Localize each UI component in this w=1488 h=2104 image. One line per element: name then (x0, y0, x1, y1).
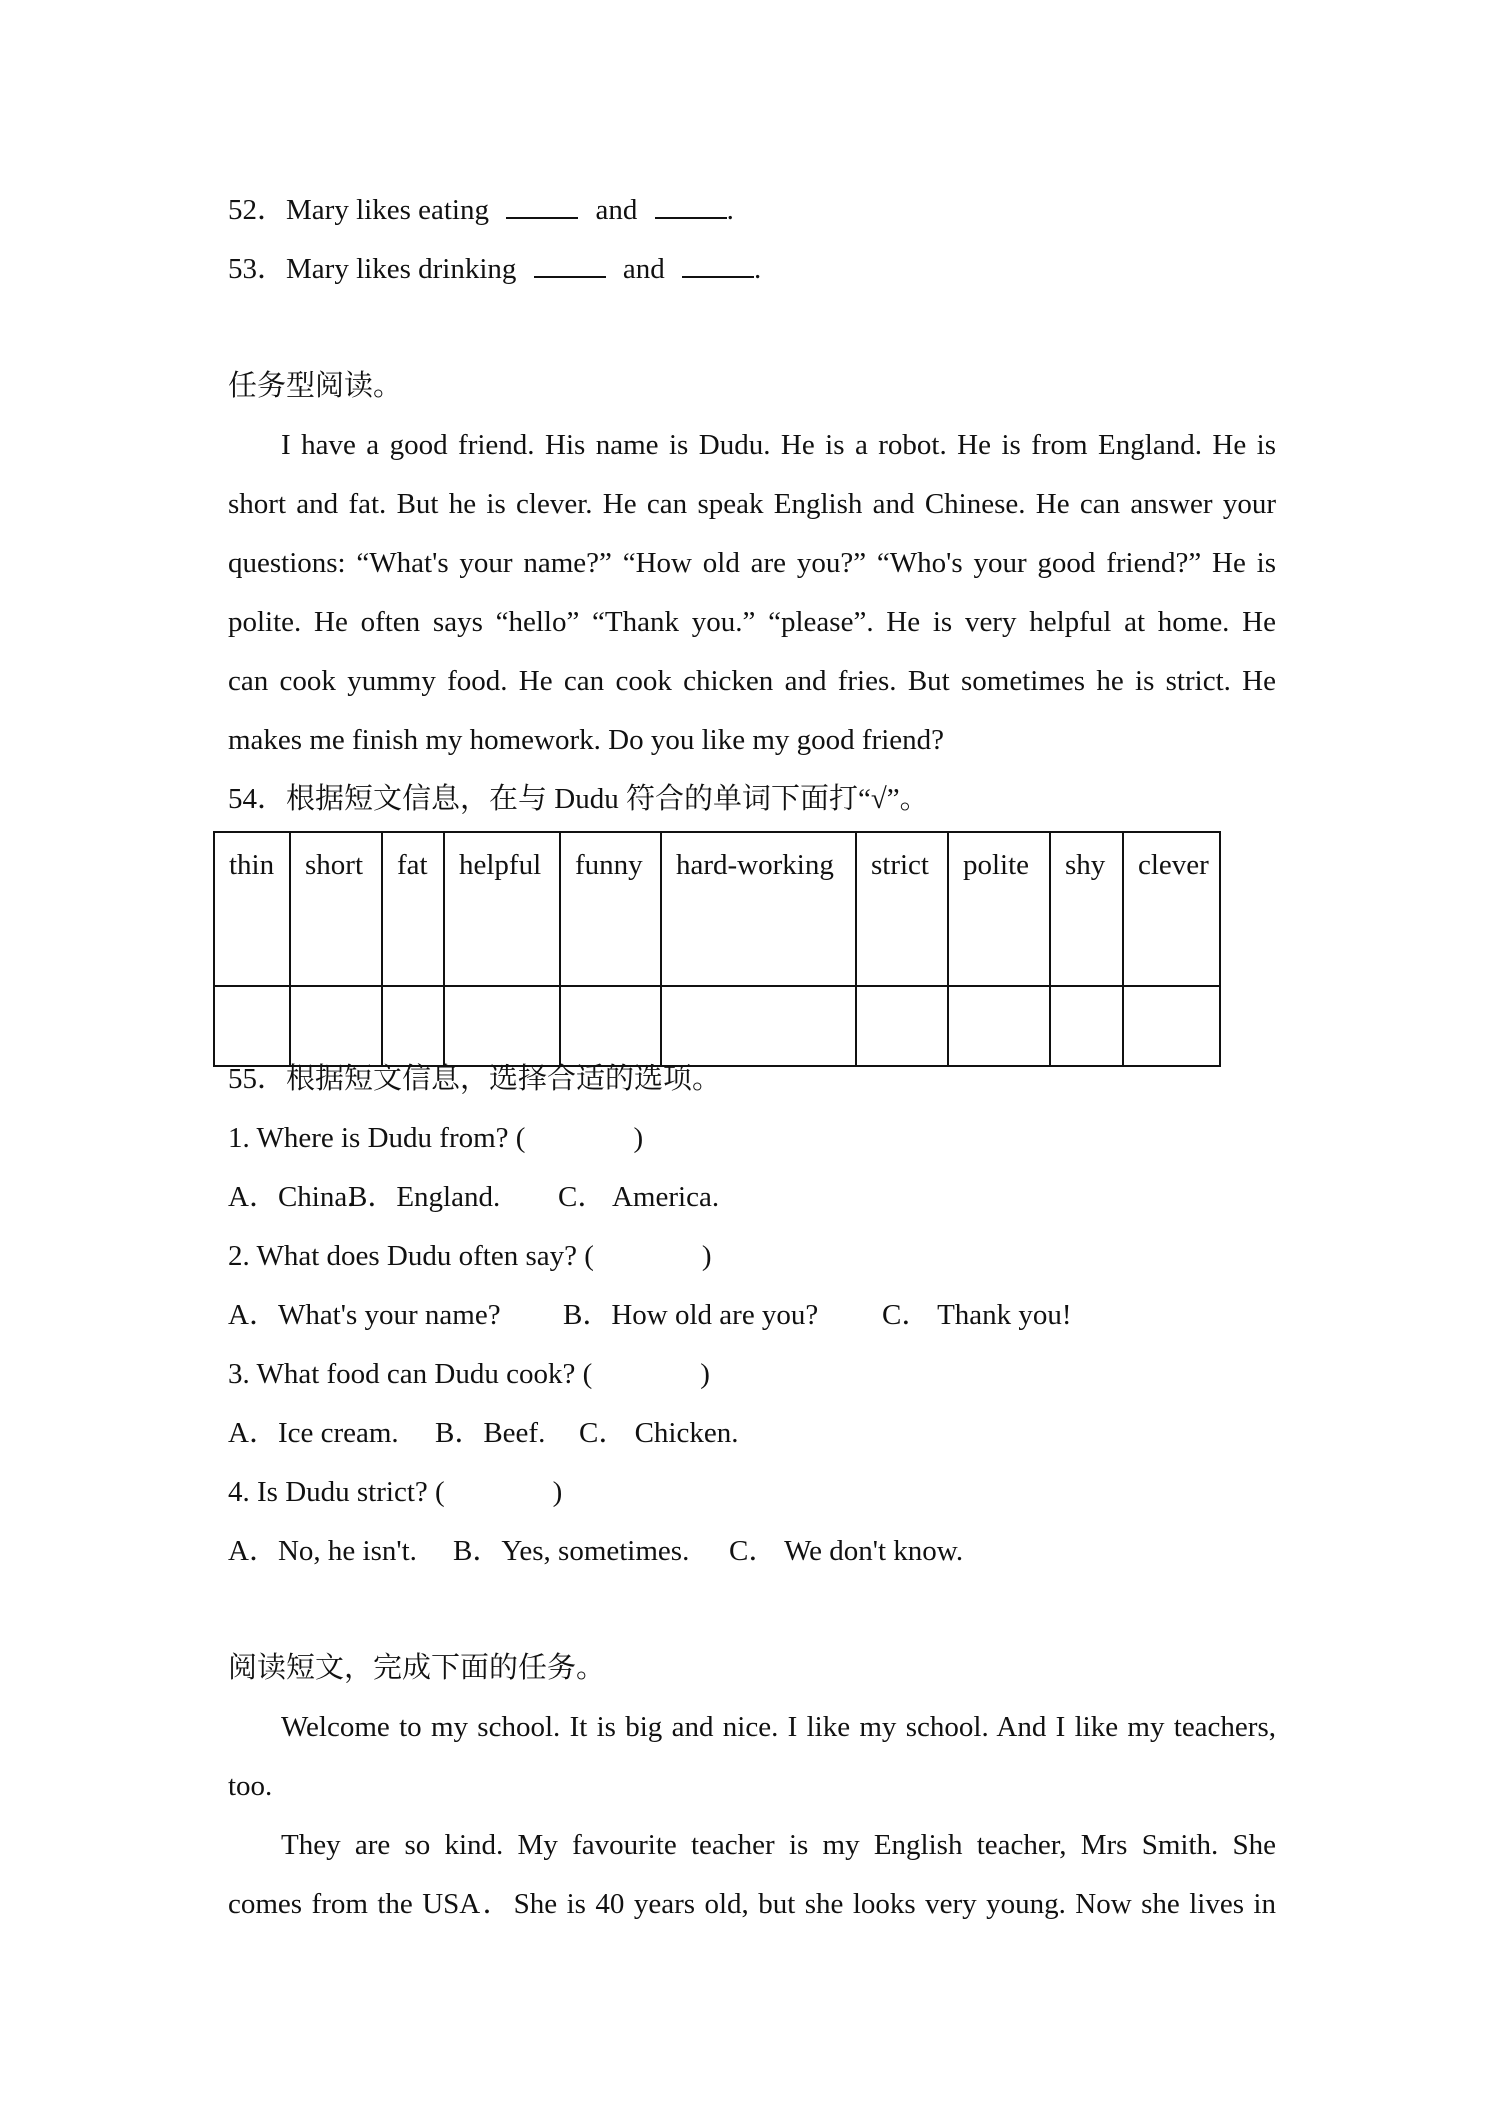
word-cell: short (290, 832, 382, 986)
question-52 (228, 193, 734, 227)
mc-question-text: 4. Is Dudu strict? ( (228, 1476, 445, 1508)
check-cell[interactable] (661, 986, 856, 1066)
word-cell: funny (560, 832, 661, 986)
paren-close: ) (633, 1122, 644, 1154)
mc-question-1 (228, 1121, 643, 1155)
passage-line: Welcome to my school. It is big and nice. I like my school. And I like my teachers, (281, 1711, 1276, 1743)
word-cell: strict (856, 832, 948, 986)
passage-line: short and fat. But he is clever. He can speak English and Chinese. He can answer your (228, 488, 1276, 520)
word-cell: shy (1050, 832, 1123, 986)
question-55 (228, 1062, 721, 1096)
section-heading: 阅读短文，完成下面的任务。 (228, 1652, 606, 1684)
check-cell[interactable] (948, 986, 1050, 1066)
mc-question-text: 3. What food can Dudu cook? ( (228, 1358, 593, 1390)
question-number: 53． (228, 253, 287, 285)
passage-line: too. (228, 1770, 273, 1802)
option-b[interactable]: B．England. (348, 1181, 501, 1213)
option-a[interactable]: A．No, he isn't. (228, 1535, 417, 1567)
question-text: 根据短文信息，选择合适的选项。 (286, 1063, 722, 1095)
word-cell: helpful (444, 832, 560, 986)
check-cell[interactable] (290, 986, 382, 1066)
mc-question-text: 1. Where is Dudu from? ( (228, 1122, 526, 1154)
question-number: 55． (228, 1063, 287, 1095)
answer-blank[interactable] (682, 252, 754, 278)
paren-close: ) (552, 1476, 563, 1508)
check-cell[interactable] (382, 986, 444, 1066)
mc-options-4 (228, 1534, 963, 1568)
passage-line: makes me finish my homework. Do you like my good friend? (228, 724, 945, 756)
question-53 (228, 252, 761, 286)
answer-blank[interactable] (655, 193, 727, 219)
word-cell: polite (948, 832, 1050, 986)
check-cell[interactable] (444, 986, 560, 1066)
check-cell[interactable] (1123, 986, 1220, 1066)
question-text: 根据短文信息，在与 Dudu 符合的单词下面打“√”。 (286, 783, 929, 815)
passage-line: can cook yummy food. He can cook chicken and fries. But sometimes he is strict. He (228, 665, 1276, 697)
check-cell[interactable] (1050, 986, 1123, 1066)
option-a[interactable]: A．Ice cream. (228, 1417, 399, 1449)
option-a[interactable]: A．China. (228, 1181, 355, 1213)
question-number: 52． (228, 194, 287, 226)
word-cell: fat (382, 832, 444, 986)
option-a[interactable]: A．What's your name? (228, 1299, 501, 1331)
mc-options-2 (228, 1298, 1072, 1332)
answer-blank[interactable] (534, 252, 606, 278)
passage-line: I have a good friend. His name is Dudu. He is a robot. He is from England. He is (281, 429, 1276, 461)
passage-line: They are so kind. My favourite teacher is my English teacher, Mrs Smith. She (281, 1829, 1276, 1861)
passage-line: comes from the USA．She is 40 years old, but she looks very young. Now she lives in (228, 1888, 1276, 1920)
and-word: and (622, 253, 665, 285)
option-b[interactable]: B．Yes, sometimes. (453, 1535, 690, 1567)
period: . (754, 253, 762, 285)
period: . (726, 194, 734, 226)
check-cell[interactable] (560, 986, 661, 1066)
paren-close: ) (701, 1240, 712, 1272)
mc-question-text: 2. What does Dudu often say? ( (228, 1240, 594, 1272)
paren-close: ) (700, 1358, 710, 1390)
option-b[interactable]: B．How old are you? (563, 1299, 819, 1331)
option-b[interactable]: B．Beef. (435, 1417, 546, 1449)
word-cell: clever (1123, 832, 1220, 986)
option-c[interactable]: C． Thank you! (882, 1299, 1072, 1331)
word-cell: thin (214, 832, 290, 986)
mc-question-2 (228, 1239, 712, 1273)
mc-question-3 (228, 1357, 710, 1391)
option-c[interactable]: C． Chicken. (579, 1417, 739, 1449)
word-check-table (213, 831, 1221, 1067)
mc-options-3 (228, 1416, 739, 1450)
question-text: Mary likes drinking (286, 253, 517, 285)
question-54 (228, 782, 929, 816)
passage-line: polite. He often says “hello” “Thank you.” “please”. He is very helpful at home. He (228, 606, 1276, 638)
check-cell[interactable] (214, 986, 290, 1066)
question-number: 54． (228, 783, 287, 815)
mc-question-4 (228, 1475, 562, 1509)
and-word: and (595, 194, 638, 226)
option-c[interactable]: C． We don't know. (729, 1535, 964, 1567)
check-cell[interactable] (856, 986, 948, 1066)
word-cell: hard-working (661, 832, 856, 986)
mc-options-1 (228, 1180, 719, 1214)
answer-blank[interactable] (506, 193, 578, 219)
question-text: Mary likes eating (286, 194, 489, 226)
passage-line: questions: “What's your name?” “How old are you?” “Who's your good friend?” He is (228, 547, 1276, 579)
option-c[interactable]: C． America. (558, 1181, 720, 1213)
section-heading: 任务型阅读。 (228, 370, 403, 402)
